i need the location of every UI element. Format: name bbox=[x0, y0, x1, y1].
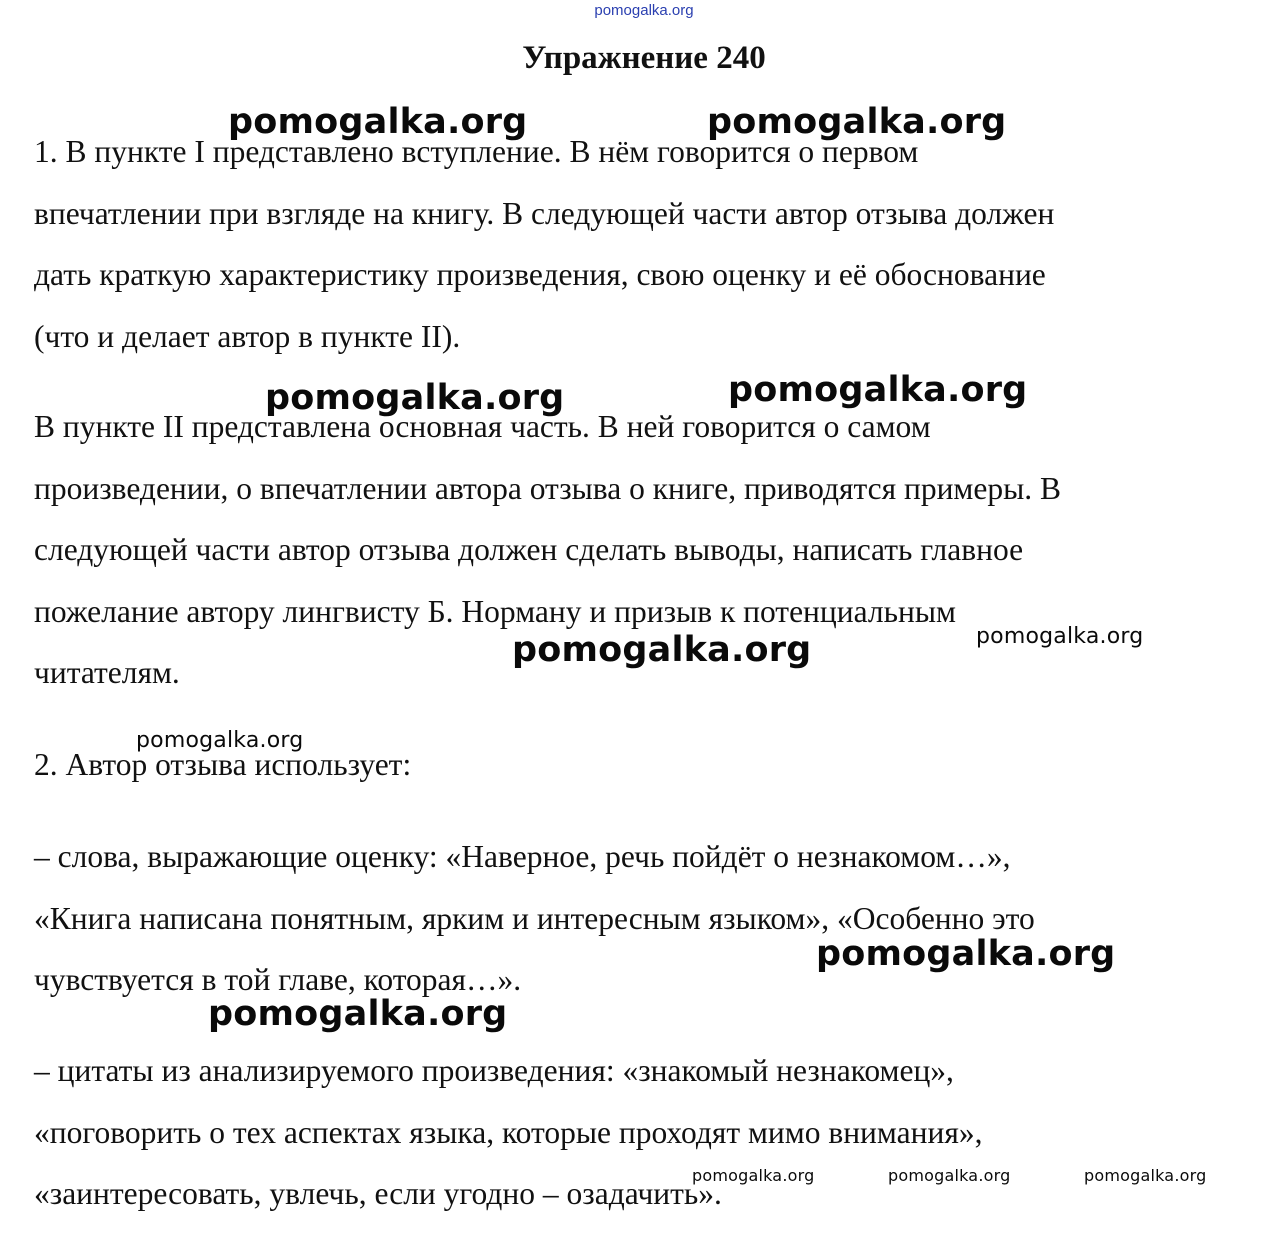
text-line: «заинтересовать, увлечь, если угодно – озадачить». bbox=[34, 1176, 722, 1211]
paragraph-4 bbox=[34, 826, 1254, 1011]
paragraph-1 bbox=[34, 121, 1254, 367]
text-line: (что и делает автор в пункте II). bbox=[34, 318, 461, 354]
watermark: pomogalka.org bbox=[136, 728, 304, 753]
text-line: следующей части автор отзыва должен сделать выводы, написать главное bbox=[34, 532, 1024, 567]
watermark: pomogalka.org bbox=[228, 102, 528, 142]
text-line: – цитаты из анализируемого произведения: «знакомый незнакомец», bbox=[34, 1053, 954, 1088]
watermark: pomogalka.org bbox=[512, 630, 812, 670]
watermark: pomogalka.org bbox=[728, 370, 1028, 410]
text-line: – слова, выражающие оценку: «Наверное, речь пойдёт о незнакомом…», bbox=[34, 839, 1011, 874]
text-line: «Книга написана понятным, ярким и интересным языком», «Особенно это bbox=[34, 900, 1035, 936]
text-line: В пункте II представлена основная часть. В ней говорится о самом bbox=[34, 409, 931, 444]
text-line: 2. Автор отзыва использует: bbox=[34, 747, 412, 782]
text-line: дать краткую характеристику произведения, свою оценку и её обоснование bbox=[34, 257, 1046, 292]
text-line: впечатлении при взгляде на книгу. В следующей части автор отзыва должен bbox=[34, 195, 1055, 231]
site-link[interactable]: pomogalka.org bbox=[594, 2, 694, 19]
text-line: «поговорить о тех аспектах языка, которые проходят мимо внимания», bbox=[34, 1114, 983, 1150]
watermark: pomogalka.org bbox=[976, 624, 1144, 649]
watermark: pomogalka.org bbox=[692, 1166, 815, 1185]
text-line: произведении, о впечатлении автора отзыва о книге, приводятся примеры. В bbox=[34, 470, 1062, 506]
exercise-title: Упражнение 240 bbox=[522, 40, 766, 76]
watermark: pomogalka.org bbox=[1084, 1166, 1207, 1185]
text-line: читателям. bbox=[34, 655, 180, 690]
text-line: пожелание автору лингвисту Б. Норману и призыв к потенциальным bbox=[34, 593, 956, 629]
watermark: pomogalka.org bbox=[816, 934, 1116, 974]
watermark: pomogalka.org bbox=[265, 378, 565, 418]
text-line: 1. В пункте I представлено вступление. В нём говорится о первом bbox=[34, 134, 919, 169]
watermark: pomogalka.org bbox=[208, 994, 508, 1034]
paragraph-5 bbox=[34, 1040, 1254, 1225]
watermark: pomogalka.org bbox=[707, 102, 1007, 142]
text-line: чувствуется в той главе, которая…». bbox=[34, 962, 522, 997]
watermark: pomogalka.org bbox=[888, 1166, 1011, 1185]
